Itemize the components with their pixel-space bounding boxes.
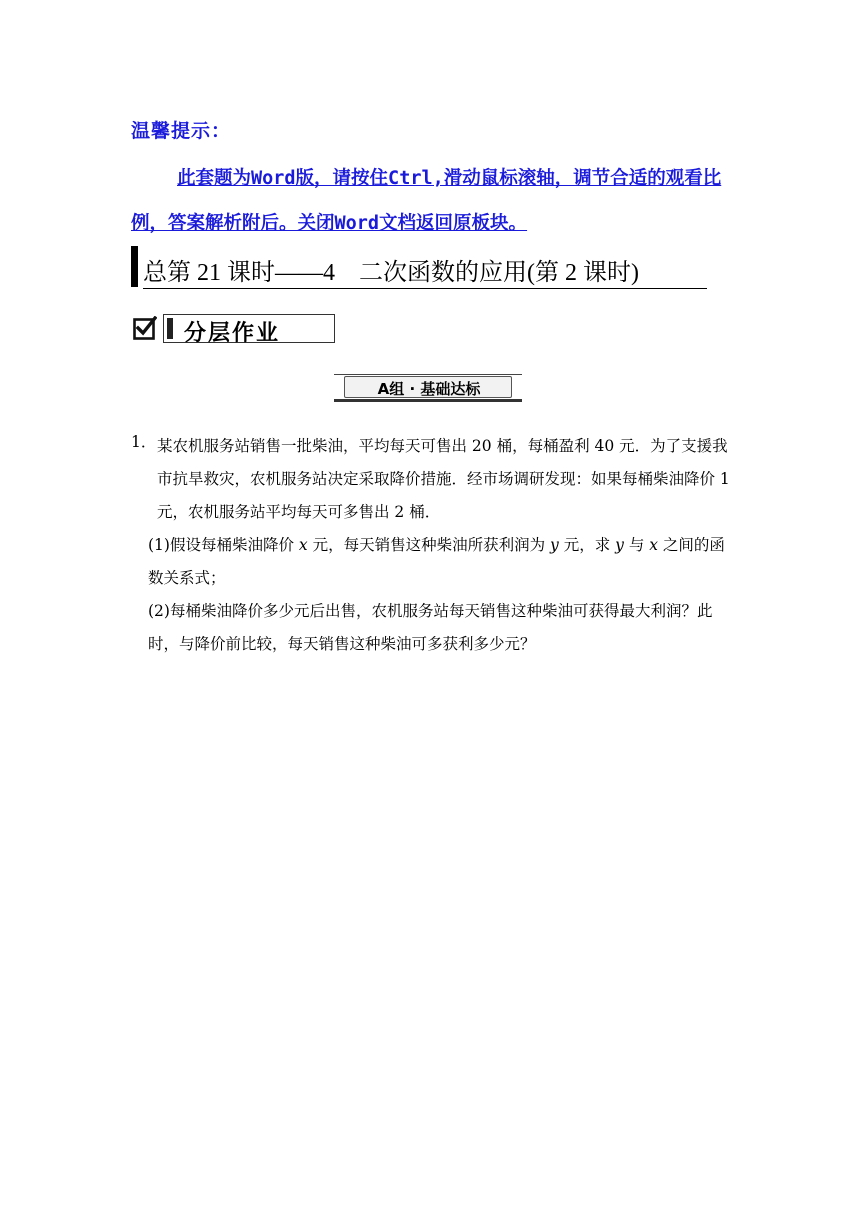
var-x: x [298,536,308,554]
group-banner [334,372,522,402]
q1-text-e: 之间的函数关系式； [148,536,725,587]
sub-question-1 [148,529,731,595]
group-label: A组 · 基础达标 [377,380,481,398]
problem-number: 1． [131,433,157,451]
banner-plate [344,376,512,398]
section-header [133,313,337,346]
section-box [163,314,335,346]
var-x: x [649,536,658,554]
sub-question-2: (2)每桶柴油降价多少元后出售，农机服务站每天销售这种柴油可获得最大利润？此时，与降价前比较，每天销售这种柴油可多获利多少元？ [148,602,713,653]
q1-text-b: 元，每天销售这种柴油所获利润为 [307,536,550,554]
var-y: y [550,536,559,554]
title-marker-bar [131,246,138,287]
var-y: y [615,536,624,554]
banner-line-top [334,374,522,375]
q1-text-a: (1)假设每桶柴油降价 [148,536,299,554]
q1-text-c: 元，求 [558,536,616,554]
lesson-title: 总第 21 课时——4 二次函数的应用(第 2 课时) [143,258,707,289]
banner-line-bottom [334,399,522,402]
problem-1 [131,430,731,661]
tip-heading: 温馨提示： [131,120,232,142]
checkbox-icon [133,316,157,340]
problem-stem: 某农机服务站销售一批柴油，平均每天可售出 20 桶，每桶盈利 40 元．为了支援我市抗旱救灾，农机服务站决定采取降价措施．经市场调研发现：如果每桶柴油降价 1 元，农机服务站平均每天可多售出 2 桶． [157,437,730,521]
q1-text-d: 与 [623,536,650,554]
section-box-bar [167,318,173,339]
section-label: 分层作业 [184,321,281,346]
tip-body: 此套题为Word版，请按住Ctrl,滑动鼠标滚轴，调节合适的观看比例，答案解析附后。关闭Word文档返回原板块。 [131,168,722,234]
